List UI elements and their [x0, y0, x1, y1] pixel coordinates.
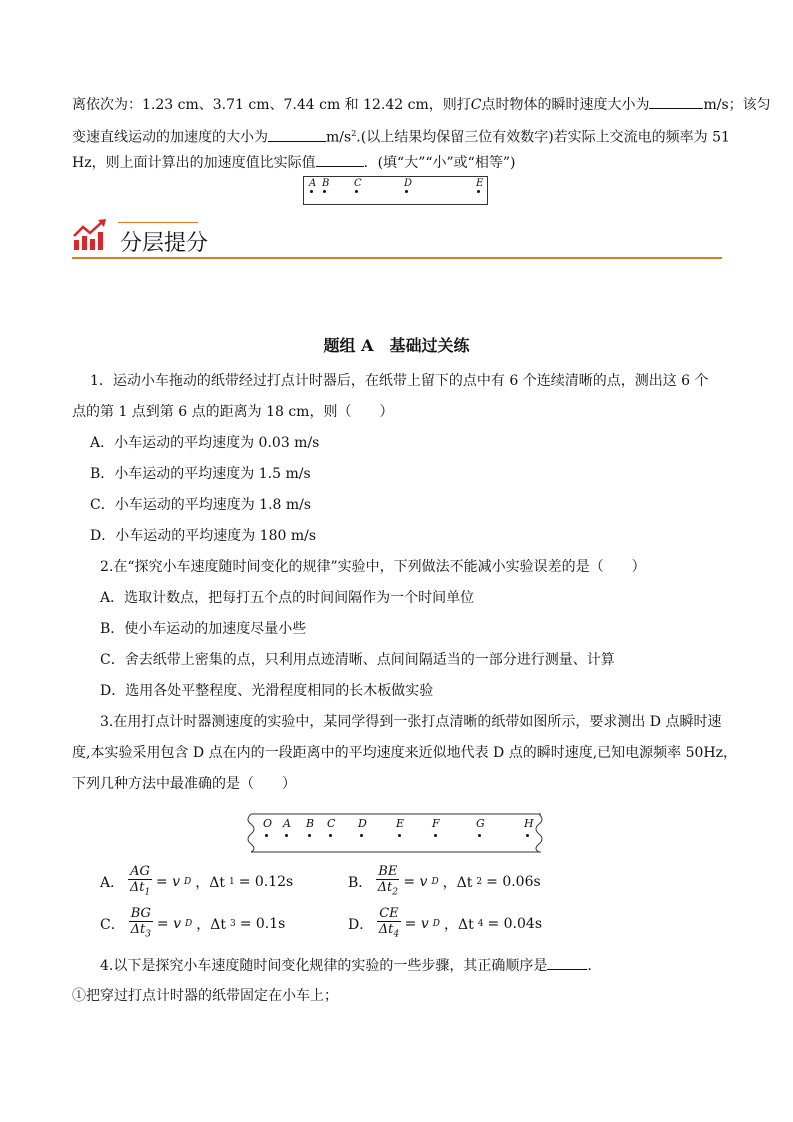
tape-dot	[355, 190, 358, 193]
top-line-2: 变速直线运动的加速度的大小为 $m/s^2$.(以上结果均保留三位有效数字)若实际上交流电的频率为 51	[72, 124, 730, 148]
q3-stem-2: 度,本实验采用包含 D 点在内的一段距离中的平均速度来近似地代表 D 点的瞬时速度,已知电源频率 50Hz，	[72, 745, 737, 761]
tape-label-a: A	[309, 178, 317, 189]
answer-blank-4[interactable]	[547, 955, 587, 970]
q2-option-a[interactable]: A．选取计数点，把每打五个点的时间间隔作为一个时间单位	[100, 590, 475, 606]
tape-figure-q3	[243, 812, 543, 854]
answer-blank-3[interactable]	[316, 152, 364, 167]
tape-figure-small	[303, 176, 488, 205]
tape-label-c: C	[354, 178, 362, 189]
tape-dot	[478, 834, 481, 837]
tape-label-c: C	[327, 817, 336, 830]
tape-label-h: H	[524, 817, 534, 830]
q1-stem-2: 点的第 1 点到第 6 点的距离为 18 cm，则（ ）	[72, 404, 394, 420]
q4-stem: 4.以下是探究小车速度随时间变化规律的实验的一些步骤，其正确顺序是 .	[100, 955, 592, 976]
q3-option-d[interactable]: D． $\frac{CE}{\Delta t_4}$ = v D ，Δt 4 = 0.04s	[348, 906, 543, 940]
tape-label-a: A	[283, 817, 291, 830]
q2-option-c[interactable]: C．舍去纸带上密集的点，只利用点迹清晰、点间间隔适当的一部分进行测量、计算	[100, 652, 615, 668]
tape-dot	[308, 834, 311, 837]
tape-dot	[310, 190, 313, 193]
tape-dot	[398, 834, 401, 837]
tape-dot	[477, 190, 480, 193]
answer-blank-1[interactable]	[649, 94, 703, 109]
q3-option-b[interactable]: B． $\frac{BE}{\Delta t_2}$ = v D ，Δt 2 = 0.06s	[348, 864, 541, 898]
q1-option-c[interactable]: C．小车运动的平均速度为 1.8 m/s	[90, 497, 312, 513]
top-line-3: Hz，则上面计算出的加速度值比实际值 ．(填“大”“小”或“相等”)	[72, 152, 515, 173]
tape-label-o: O	[263, 817, 273, 830]
q2-option-b[interactable]: B．使小车运动的加速度尽量小些	[100, 621, 307, 637]
q2-stem: 2.在“探究小车速度随时间变化的规律”实验中，下列做法不能减小实验误差的是（ ）	[100, 559, 646, 575]
tape-label-d: D	[358, 817, 367, 830]
tape-dot	[434, 834, 437, 837]
q1-option-b[interactable]: B．小车运动的平均速度为 1.5 m/s	[90, 466, 311, 482]
q1-option-a[interactable]: A．小车运动的平均速度为 0.03 m/s	[90, 435, 320, 451]
q1-option-d[interactable]: D．小车运动的平均速度为 180 m/s	[90, 528, 317, 544]
tape-label-f: F	[432, 817, 440, 830]
tape-dot	[265, 834, 268, 837]
tape-label-b: B	[306, 817, 315, 830]
tape-dot	[323, 190, 326, 193]
tape-dot	[360, 834, 363, 837]
tape-label-d: D	[404, 178, 413, 189]
q1-stem-1: 1．运动小车拖动的纸带经过打点计时器后，在纸带上留下的点中有 6 个连续清晰的点，测出这 6 个	[90, 373, 709, 389]
tape-label-e: E	[396, 817, 405, 830]
q3-stem-3: 下列几种方法中最准确的是（ ）	[72, 776, 296, 792]
tape-label-b: B	[322, 178, 330, 189]
rising-chart-icon	[72, 218, 108, 252]
q3-option-c[interactable]: C． $\frac{BG}{\Delta t_3}$ = v D ，Δt 3 = 0.1s	[100, 906, 286, 940]
section-title: 分层提分	[120, 231, 209, 256]
q3-option-a[interactable]: A． $\frac{AG}{\Delta t_1}$ = v D ，Δt 1 = 0.12s	[100, 864, 294, 898]
q3-stem-1: 3.在用打点计时器测速度的实验中，某同学得到一张打点清晰的纸带如图所示，要求测出 D 点瞬时速	[100, 714, 722, 730]
answer-blank-2[interactable]	[268, 127, 326, 142]
tape-dot	[526, 834, 529, 837]
q2-option-d[interactable]: D．选用各处平整程度、光滑程度相同的长木板做实验	[100, 683, 434, 699]
tape-dot	[285, 834, 288, 837]
tape-label-g: G	[476, 817, 485, 830]
q4-step-1: ①把穿过打点计时器的纸带固定在小车上；	[72, 988, 338, 1004]
section-divider	[72, 257, 722, 259]
tape-label-e: E	[476, 178, 484, 189]
section-title-overline	[118, 222, 198, 223]
tape-dot	[405, 190, 408, 193]
top-line-1: 离依次为：1.23 cm、3.71 cm、7.44 cm 和 12.42 cm，则打C点时物体的瞬时速度大小为 m/s；该匀	[72, 94, 771, 115]
tape-dot	[329, 834, 332, 837]
group-title: 题组 A 基础过关练	[323, 336, 470, 355]
